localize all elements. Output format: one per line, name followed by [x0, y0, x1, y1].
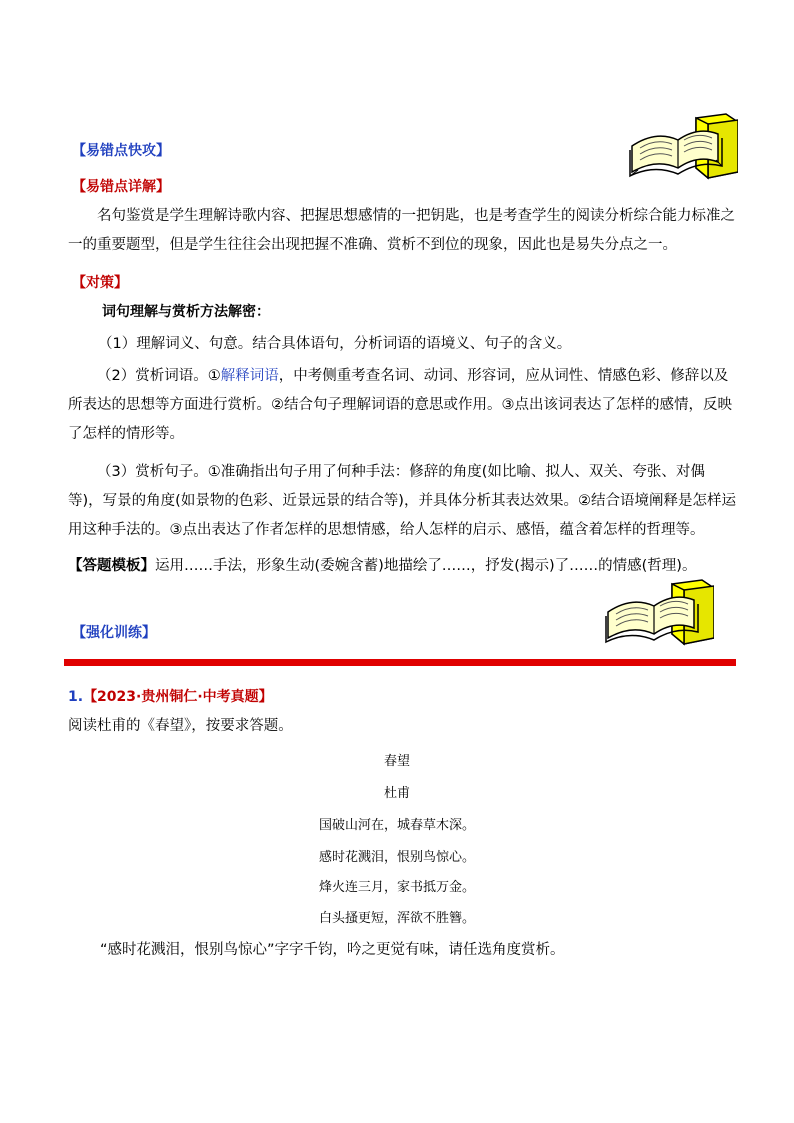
question-instruction: 阅读杜甫的《春望》，按要求答题。: [68, 718, 293, 734]
divider: [64, 659, 736, 666]
strategy-item-2-prefix: （2）赏析词语。①: [97, 368, 221, 384]
strategy-item-3: （3）赏析句子。①准确指出句子用了何种手法：修辞的角度(如比喻、拟人、双关、夸张、对偶等)，写景的角度(如景物的色彩、近景远景的结合等)，并具体分析其表达效果。②结合语境阐释是怎样运用这种手法的。③点出表达了作者怎样的思想情感，给人怎样的启示、感悟，蕴含着怎样的哲理等。: [68, 464, 736, 538]
strategy-item-1: （1）理解词义、句意。结合具体语句，分析词语的语境义、句子的含义。: [98, 336, 572, 352]
strategy-item-2-highlight: 解释词语: [220, 368, 279, 384]
poem-line: 感时花溅泪，恨别鸟惊心。: [318, 850, 475, 865]
poem-line: 白头搔更短，浑欲不胜簪。: [318, 911, 475, 926]
poem-line: 国破山河在，城春草木深。: [318, 818, 475, 833]
section-heading-practice: 【强化训练】: [72, 625, 156, 641]
strategy-subtitle: 词句理解与赏析方法解密：: [102, 304, 270, 320]
strategy-item-2: [68, 362, 736, 449]
answer-template-heading: 【答题模板】: [68, 558, 155, 574]
question-number: 1.: [68, 689, 84, 705]
poem-author: 杜甫: [383, 786, 410, 801]
open-book-icon: [628, 110, 738, 190]
question-prompt: “感时花溅泪，恨别鸟惊心”字字千钧，吟之更觉有味，请任选角度赏析。: [100, 942, 565, 958]
detail-paragraph: 名句鉴赏是学生理解诗歌内容、把握思想感情的一把钥匙，也是考查学生的阅读分析综合能力标准之一的重要题型，但是学生往往会出现把握不准确、赏析不到位的现象，因此也是易失分点之一。: [68, 208, 735, 253]
open-book-icon: [604, 576, 714, 656]
question-header: [68, 686, 273, 706]
strategy-heading: 【对策】: [72, 275, 128, 291]
section-heading-quick: 【易错点快攻】: [72, 143, 170, 159]
question-source: 【2023·贵州铜仁·中考真题】: [83, 689, 273, 705]
answer-template-text: 运用……手法，形象生动(委婉含蓄)地描绘了……，抒发(揭示)了……的情感(哲理)。: [155, 558, 697, 574]
detail-heading: 【易错点详解】: [72, 179, 170, 195]
strategy-item-2-rest: ，中考侧重考查名词、动词、形容词，应从词性、情感色彩、修辞以及所表达的思想等方面进行赏析。②结合句子理解词语的意思或作用。③点出该词表达了怎样的感情，反映了怎样的情形等。: [68, 368, 732, 442]
poem-line: 烽火连三月，家书抵万金。: [318, 880, 475, 895]
poem-title: 春望: [383, 754, 410, 769]
